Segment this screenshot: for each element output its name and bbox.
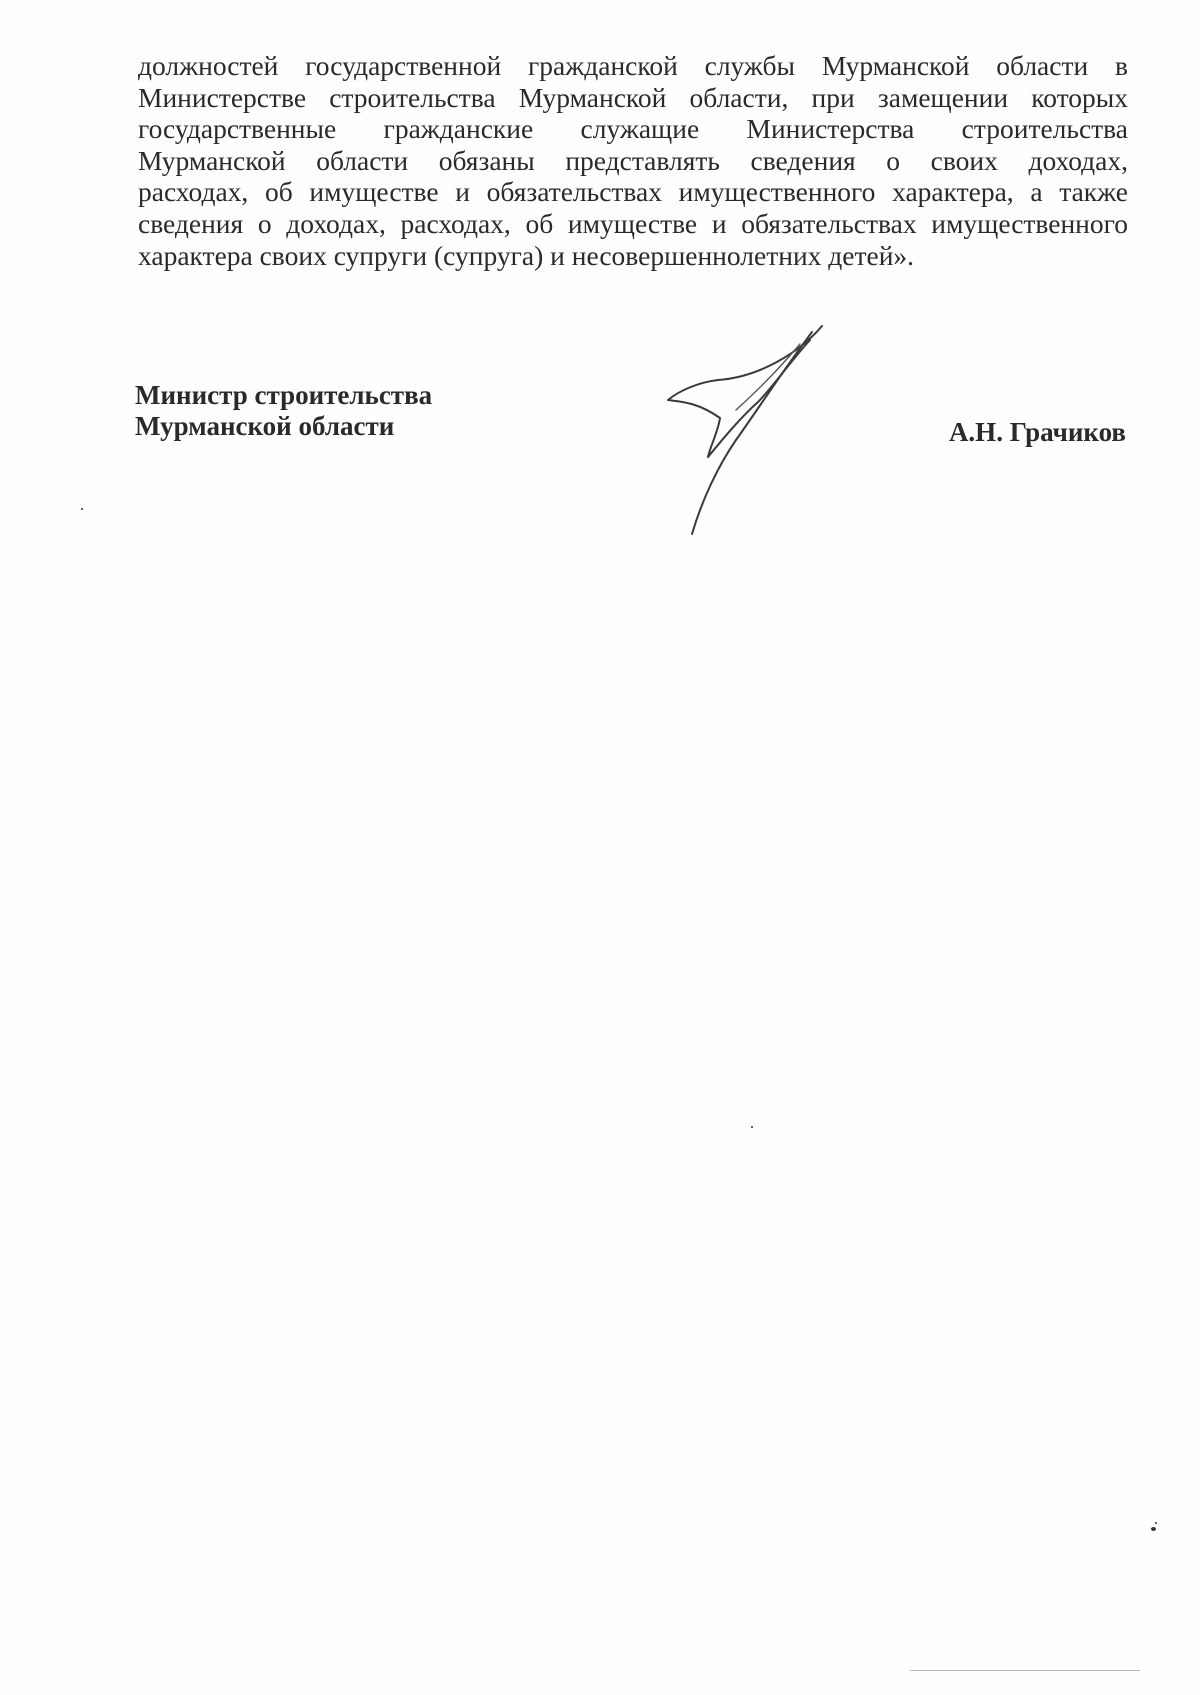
body-line: характера своих супруги (супруга) и несовершеннолетних детей». — [138, 239, 915, 271]
body-line: государственные гражданские служащие Министерства строительства — [138, 113, 1128, 145]
signer-name: А.Н. Грачиков — [948, 417, 1126, 447]
footer-rule — [910, 1670, 1140, 1671]
body-line: должностей государственной гражданской службы Мурманской области в — [138, 50, 1128, 81]
position-title-line1: Министр строительства — [135, 380, 433, 410]
body-paragraph — [138, 50, 1128, 271]
body-line: расходах, об имуществе и обязательствах имущественного характера, а также — [138, 176, 1128, 208]
signature-stroke — [692, 332, 812, 534]
signatory-position — [135, 380, 432, 442]
scan-speck — [751, 1126, 753, 1128]
body-line: Министерстве строительства Мурманской области, при замещении которых — [138, 81, 1128, 113]
body-line: Мурманской области обязаны представлять сведения о своих доходах, — [138, 144, 1128, 176]
position-title-line2: Мурманской области — [135, 411, 395, 441]
handwritten-signature — [660, 322, 830, 537]
body-line: сведения о доходах, расходах, об имуществе и обязательствах имущественного — [138, 207, 1128, 239]
scan-speck — [1155, 1522, 1157, 1524]
scan-speck — [1151, 1527, 1156, 1531]
scan-speck — [81, 508, 83, 510]
